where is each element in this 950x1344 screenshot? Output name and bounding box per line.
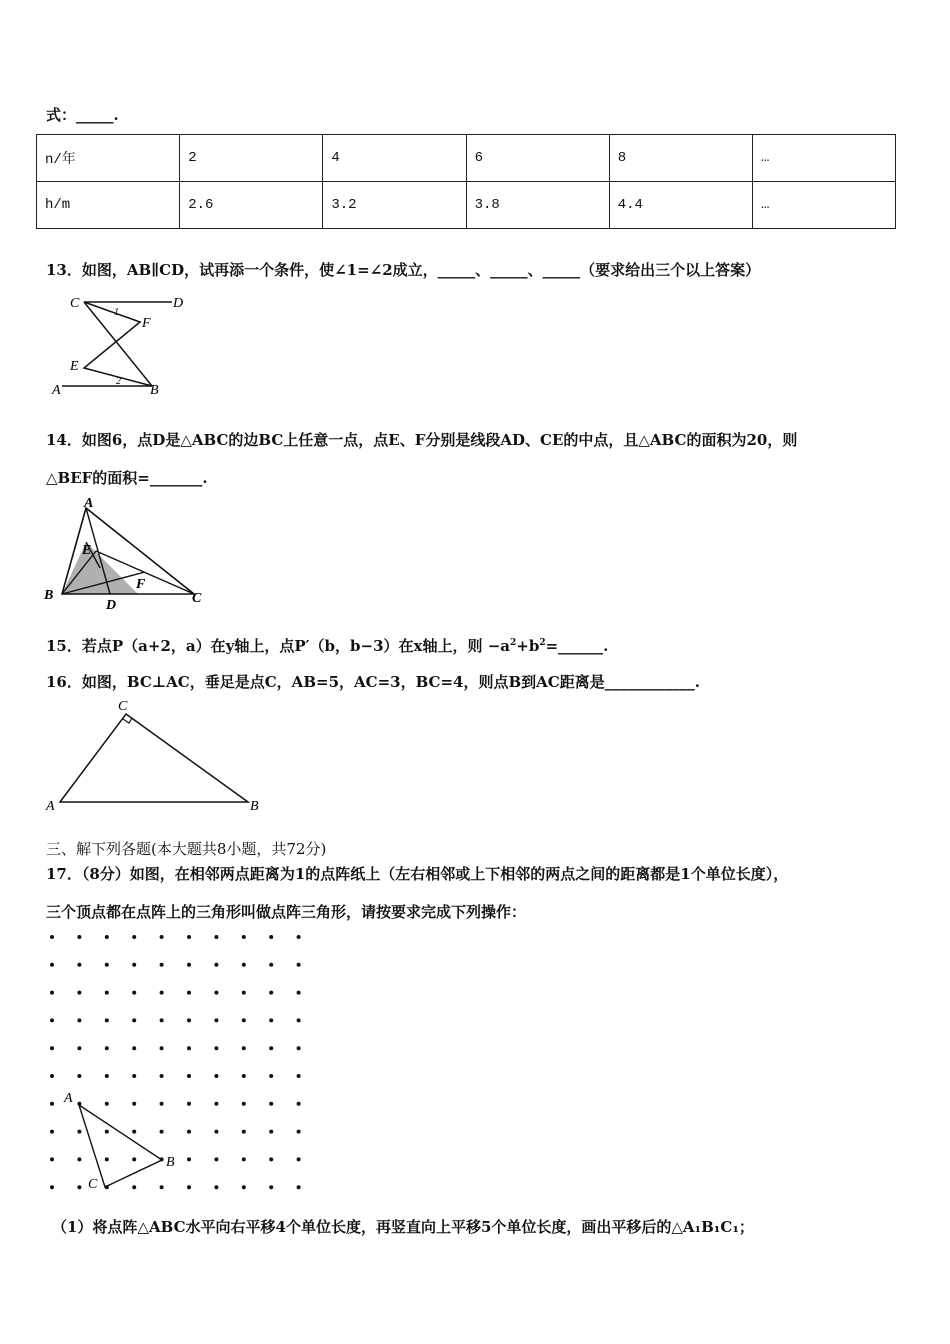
lattice-dot <box>50 935 54 939</box>
lattice-dot <box>77 1130 81 1134</box>
lattice-dot <box>187 1046 191 1050</box>
lattice-dot <box>132 1018 136 1022</box>
lattice-dot <box>187 1157 191 1161</box>
lattice-dot <box>187 1185 191 1189</box>
table-cell: 3.2 <box>323 182 466 229</box>
table-cell: 2 <box>180 135 323 182</box>
lattice-dot <box>242 1130 246 1134</box>
lattice-dot <box>132 991 136 995</box>
lattice-dot <box>214 1018 218 1022</box>
q12-blank: _____ <box>76 106 114 124</box>
lattice-dot <box>50 1157 54 1161</box>
lattice-dot <box>160 1046 164 1050</box>
lattice-dot <box>132 935 136 939</box>
label-b: B <box>150 383 159 398</box>
lattice-dot <box>297 1074 301 1078</box>
label-c: C <box>88 1177 98 1192</box>
lattice-dot <box>50 1102 54 1106</box>
lattice-dot <box>132 1130 136 1134</box>
label-b: B <box>44 588 54 603</box>
lattice-dot <box>160 963 164 967</box>
lattice-dot <box>187 935 191 939</box>
lattice-dot <box>132 1157 136 1161</box>
lattice-dot <box>187 991 191 995</box>
lattice-dot <box>105 1157 109 1161</box>
lattice-dot <box>242 1102 246 1106</box>
label-c: C <box>192 591 202 606</box>
lattice-dot <box>214 1046 218 1050</box>
q15-text-c: =______. <box>545 637 609 655</box>
angle-1-label: 1 <box>114 307 119 318</box>
lattice-dot <box>297 935 301 939</box>
angle-2-label: 2 <box>116 376 121 387</box>
lattice-dot <box>77 1018 81 1022</box>
lattice-dot <box>269 1185 273 1189</box>
lattice-dot <box>77 1046 81 1050</box>
table-cell: … <box>752 135 895 182</box>
lattice-dot <box>105 1018 109 1022</box>
lattice-dot <box>187 1130 191 1134</box>
lattice-dot <box>297 963 301 967</box>
lattice-dot <box>105 935 109 939</box>
lattice-dot <box>105 991 109 995</box>
lattice-dot <box>214 1074 218 1078</box>
lattice-dot <box>242 991 246 995</box>
lattice-dot <box>269 1046 273 1050</box>
lattice-dot <box>242 1074 246 1078</box>
lattice-dot <box>50 1046 54 1050</box>
q15-sup1: 2 <box>509 638 517 648</box>
lattice-dot <box>214 1157 218 1161</box>
lattice-dot <box>187 1102 191 1106</box>
q17-line1: 17．（8分）如图，在相邻两点距离为1的点阵纸上（左右相邻或上下相邻的两点之间的距离都是1个单位长度）， <box>46 865 789 883</box>
lattice-dot <box>297 1046 301 1050</box>
q15-sup2: 2 <box>539 638 546 648</box>
lattice-dot <box>297 991 301 995</box>
q14-line2: △BEF的面积=_______. <box>46 469 208 487</box>
lattice-dot <box>297 1018 301 1022</box>
table-cell: 8 <box>609 135 752 182</box>
table-cell: 4.4 <box>609 182 752 229</box>
q12-prefix: 式： <box>46 106 77 124</box>
lattice-dot <box>50 1074 54 1078</box>
lattice-dot <box>242 1157 246 1161</box>
lattice-dot <box>132 963 136 967</box>
q12-suffix: . <box>113 106 119 124</box>
lattice-dot <box>269 1157 273 1161</box>
label-f: F <box>136 577 146 592</box>
lattice-dot <box>160 1018 164 1022</box>
lattice-dot <box>105 963 109 967</box>
lattice-dot <box>187 963 191 967</box>
lattice-dot <box>105 1046 109 1050</box>
lattice-dot <box>269 1018 273 1022</box>
lattice-dot <box>50 991 54 995</box>
q16-text: 16．如图，BC⊥AC，垂足是点C，AB=5，AC=3，BC=4，则点B到AC距离是____________. <box>46 673 700 691</box>
lattice-dot <box>132 1046 136 1050</box>
label-c: C <box>118 699 128 714</box>
lattice-dot <box>160 1102 164 1106</box>
lattice-dot <box>214 1130 218 1134</box>
lattice-dot <box>297 1102 301 1106</box>
lattice-dot <box>214 1185 218 1189</box>
section3-heading: 三、解下列各题(本大题共8小题，共72分) <box>46 840 327 858</box>
label-c: C <box>70 296 80 311</box>
lattice-dot <box>50 1018 54 1022</box>
lattice-dot <box>242 1046 246 1050</box>
lattice-dot <box>187 1018 191 1022</box>
lattice-dot <box>242 1185 246 1189</box>
lattice-dot <box>242 935 246 939</box>
lattice-dot <box>77 1185 81 1189</box>
lattice-dot <box>50 963 54 967</box>
label-b: B <box>166 1155 175 1170</box>
lattice-dot <box>132 1102 136 1106</box>
lattice-dot <box>77 935 81 939</box>
lattice-dot <box>132 1185 136 1189</box>
label-a: A <box>84 496 94 511</box>
lattice-dot <box>297 1185 301 1189</box>
table-cell: 6 <box>466 135 609 182</box>
lattice-dot <box>160 1185 164 1189</box>
lattice-dot <box>160 935 164 939</box>
lattice-dot <box>214 935 218 939</box>
lattice-dot <box>77 1157 81 1161</box>
label-a: A <box>46 799 55 814</box>
lattice-dot <box>269 935 273 939</box>
q15-text-a: 15．若点P（a+2，a）在y轴上，点P′（b，b−3）在x轴上，则 −a <box>46 637 510 655</box>
lattice-dot <box>297 1157 301 1161</box>
lattice-dot <box>269 1074 273 1078</box>
table-cell: n/年 <box>37 135 180 182</box>
lattice-dot <box>50 1185 54 1189</box>
lattice-dot <box>160 991 164 995</box>
label-f: F <box>142 316 151 331</box>
label-a: A <box>52 383 61 398</box>
label-b: B <box>250 799 259 814</box>
lattice-dot <box>132 1074 136 1078</box>
table-cell: … <box>752 182 895 229</box>
lattice-dot <box>269 991 273 995</box>
lattice-dot <box>105 1102 109 1106</box>
lattice-dot <box>77 963 81 967</box>
lattice-dot <box>214 1102 218 1106</box>
lattice-dot <box>269 1102 273 1106</box>
lattice-dot <box>242 1018 246 1022</box>
label-a: A <box>64 1091 73 1106</box>
table-cell: 4 <box>323 135 466 182</box>
lattice-dot <box>269 963 273 967</box>
lattice-dot <box>77 1074 81 1078</box>
label-e: E <box>82 543 92 558</box>
lattice-dot <box>160 1130 164 1134</box>
q13-text: 13．如图，AB∥CD，试再添一个条件，使∠1=∠2成立，_____、_____、_____（要求给出三个以上答案） <box>46 261 761 279</box>
table-cell: 3.8 <box>466 182 609 229</box>
q14-line1: 14．如图6，点D是△ABC的边BC上任意一点，点E、F分别是线段AD、CE的中点，且△ABC的面积为20，则 <box>46 431 798 449</box>
label-d: D <box>106 598 117 613</box>
lattice-dot <box>214 963 218 967</box>
lattice-dot <box>105 1074 109 1078</box>
lattice-dot <box>214 991 218 995</box>
label-d: D <box>173 296 184 311</box>
label-e: E <box>70 359 79 374</box>
lattice-dot <box>77 991 81 995</box>
lattice-dot <box>297 1130 301 1134</box>
lattice-dot <box>187 1074 191 1078</box>
table-cell: h/m <box>37 182 180 229</box>
q15-text-b: +b <box>516 637 540 655</box>
lattice-dot <box>269 1130 273 1134</box>
lattice-dot <box>105 1130 109 1134</box>
table-cell: 2.6 <box>180 182 323 229</box>
lattice-dot <box>50 1130 54 1134</box>
q17-line2: 三个顶点都在点阵上的三角形叫做点阵三角形，请按要求完成下列操作： <box>46 903 527 921</box>
q17-sub1: （1）将点阵△ABC水平向右平移4个单位长度，再竖直向上平移5个单位长度，画出平移后的△A₁B₁C₁； <box>52 1218 754 1236</box>
lattice-dot <box>160 1074 164 1078</box>
lattice-dot <box>242 963 246 967</box>
